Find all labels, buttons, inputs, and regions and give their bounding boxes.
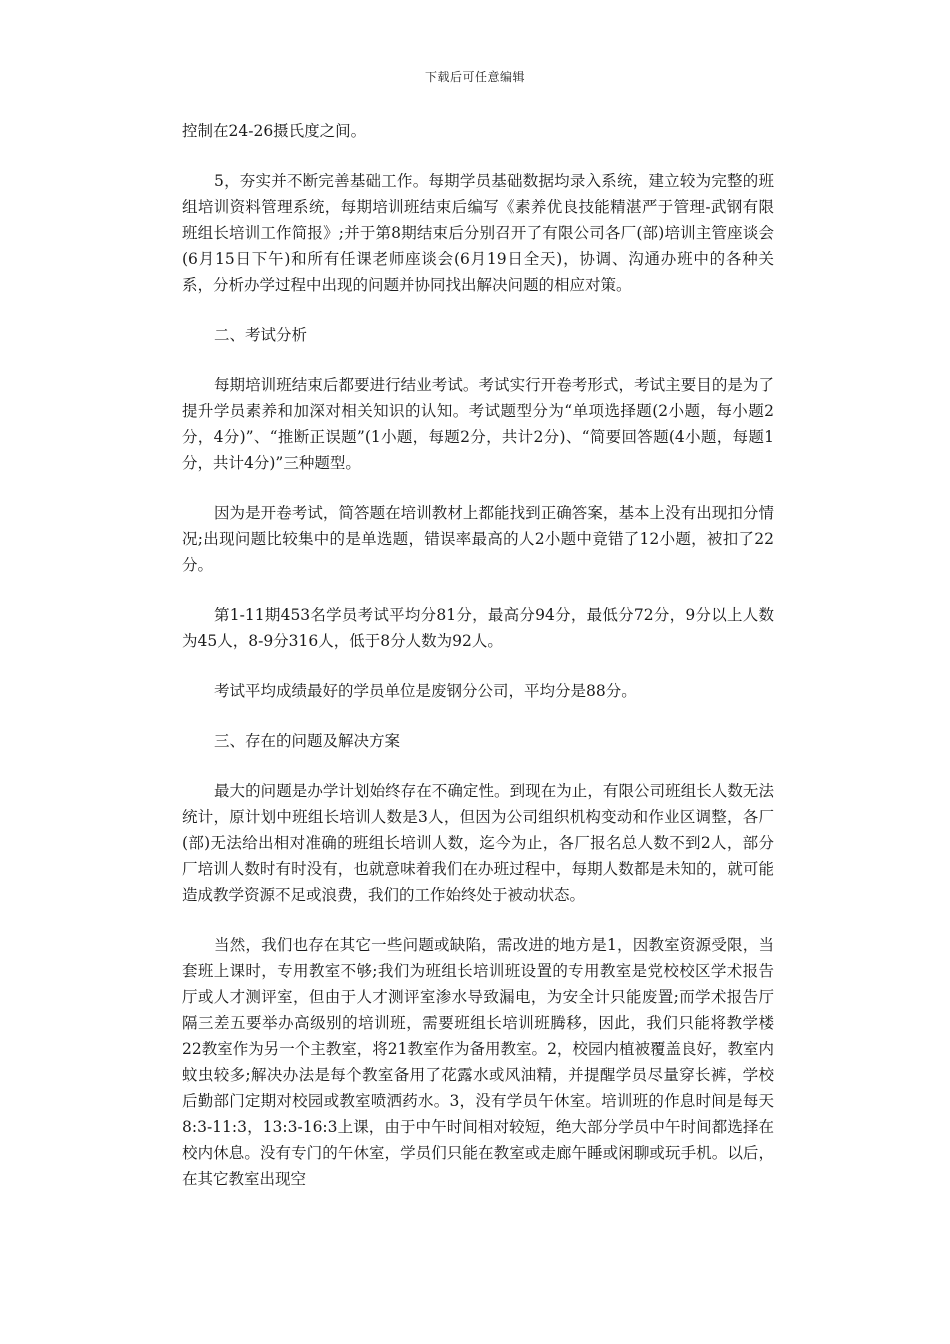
- section-heading-problems: 三、存在的问题及解决方案: [214, 732, 401, 750]
- document-body: [182, 118, 774, 1216]
- paragraph-main-problem: 最大的问题是办学计划始终存在不确定性。到现在为止，有限公司班组长人数无法统计，原计划中班组长培训人数是3人，但因为公司组织机构变动和作业区调整，各厂(部)无法给出相对准确的班组长培训人数，迄今为止，各厂报名总人数不到2人，部分厂培训人数时有时没有，也就意味着我们在办班过程中，每期人数都是未知的，就可能造成教学资源不足或浪费，我们的工作始终处于被动状态。: [182, 782, 774, 904]
- page-header: 下载后可任意编辑: [424, 70, 525, 84]
- paragraph-other-problems: 当然，我们也存在其它一些问题或缺陷，需改进的地方是1，因教室资源受限，当套班上课时，专用教室不够;我们为班组长培训班设置的专用教室是党校校区学术报告厅或人才测评室，但由于人才测评室渗水导致漏电，为安全计只能废置;而学术报告厅隔三差五要举办高级别的培训班，需要班组长培训班腾移，因此，我们只能将教学楼22教室作为另一个主教室，将21教室作为备用教室。2，校园内植被覆盖良好，教室内蚊虫较多;解决办法是每个教室备用了花露水或风油精，并提醒学员尽量穿长裤，学校后勤部门定期对校园或教室喷洒药水。3，没有学员午休室。培训班的作息时间是每天8:3-11:3，13:3-16:3上课，由于中午时间相对较短，绝大部分学员中午时间都选择在校内休息。没有专门的午休室，学员们只能在教室或走廊午睡或闲聊或玩手机。以后，在其它教室出现空: [182, 936, 774, 1188]
- paragraph-scores: 第1-11期453名学员考试平均分81分，最高分94分，最低分72分，9分以上人数为45人，8-9分316人，低于8分人数为92人。: [182, 606, 774, 650]
- paragraph-best-unit: 考试平均成绩最好的学员单位是废钢分公司，平均分是88分。: [214, 682, 637, 700]
- paragraph-exam-format: 每期培训班结束后都要进行结业考试。考试实行开卷考形式，考试主要目的是为了提升学员素养和加深对相关知识的认知。考试题型分为“单项选择题(2小题，每小题2分，4分)”、“推断正误题”(1小题，每题2分，共计2分)、“简要回答题(4小题，每题1分，共计4分)”三种题型。: [182, 376, 774, 472]
- paragraph-basic-work: 5，夯实并不断完善基础工作。每期学员基础数据均录入系统，建立较为完整的班组培训资料管理系统，每期培训班结束后编写《素养优良技能精湛严于管理-武钢有限班组长培训工作简报》;并于第8期结束后分别召开了有限公司各厂(部)培训主管座谈会(6月15日下午)和所有任课老师座谈会(6月19日全天)，协调、沟通办班中的各种关系，分析办学过程中出现的问题并协同找出解决问题的相应对策。: [182, 172, 774, 294]
- paragraph-temperature: 控制在24-26摄氏度之间。: [182, 122, 367, 140]
- section-heading-exam-analysis: 二、考试分析: [214, 326, 308, 344]
- paragraph-open-book: 因为是开卷考试，简答题在培训教材上都能找到正确答案，基本上没有出现扣分情况;出现问题比较集中的是单选题，错误率最高的人2小题中竟错了12小题，被扣了22分。: [182, 504, 774, 574]
